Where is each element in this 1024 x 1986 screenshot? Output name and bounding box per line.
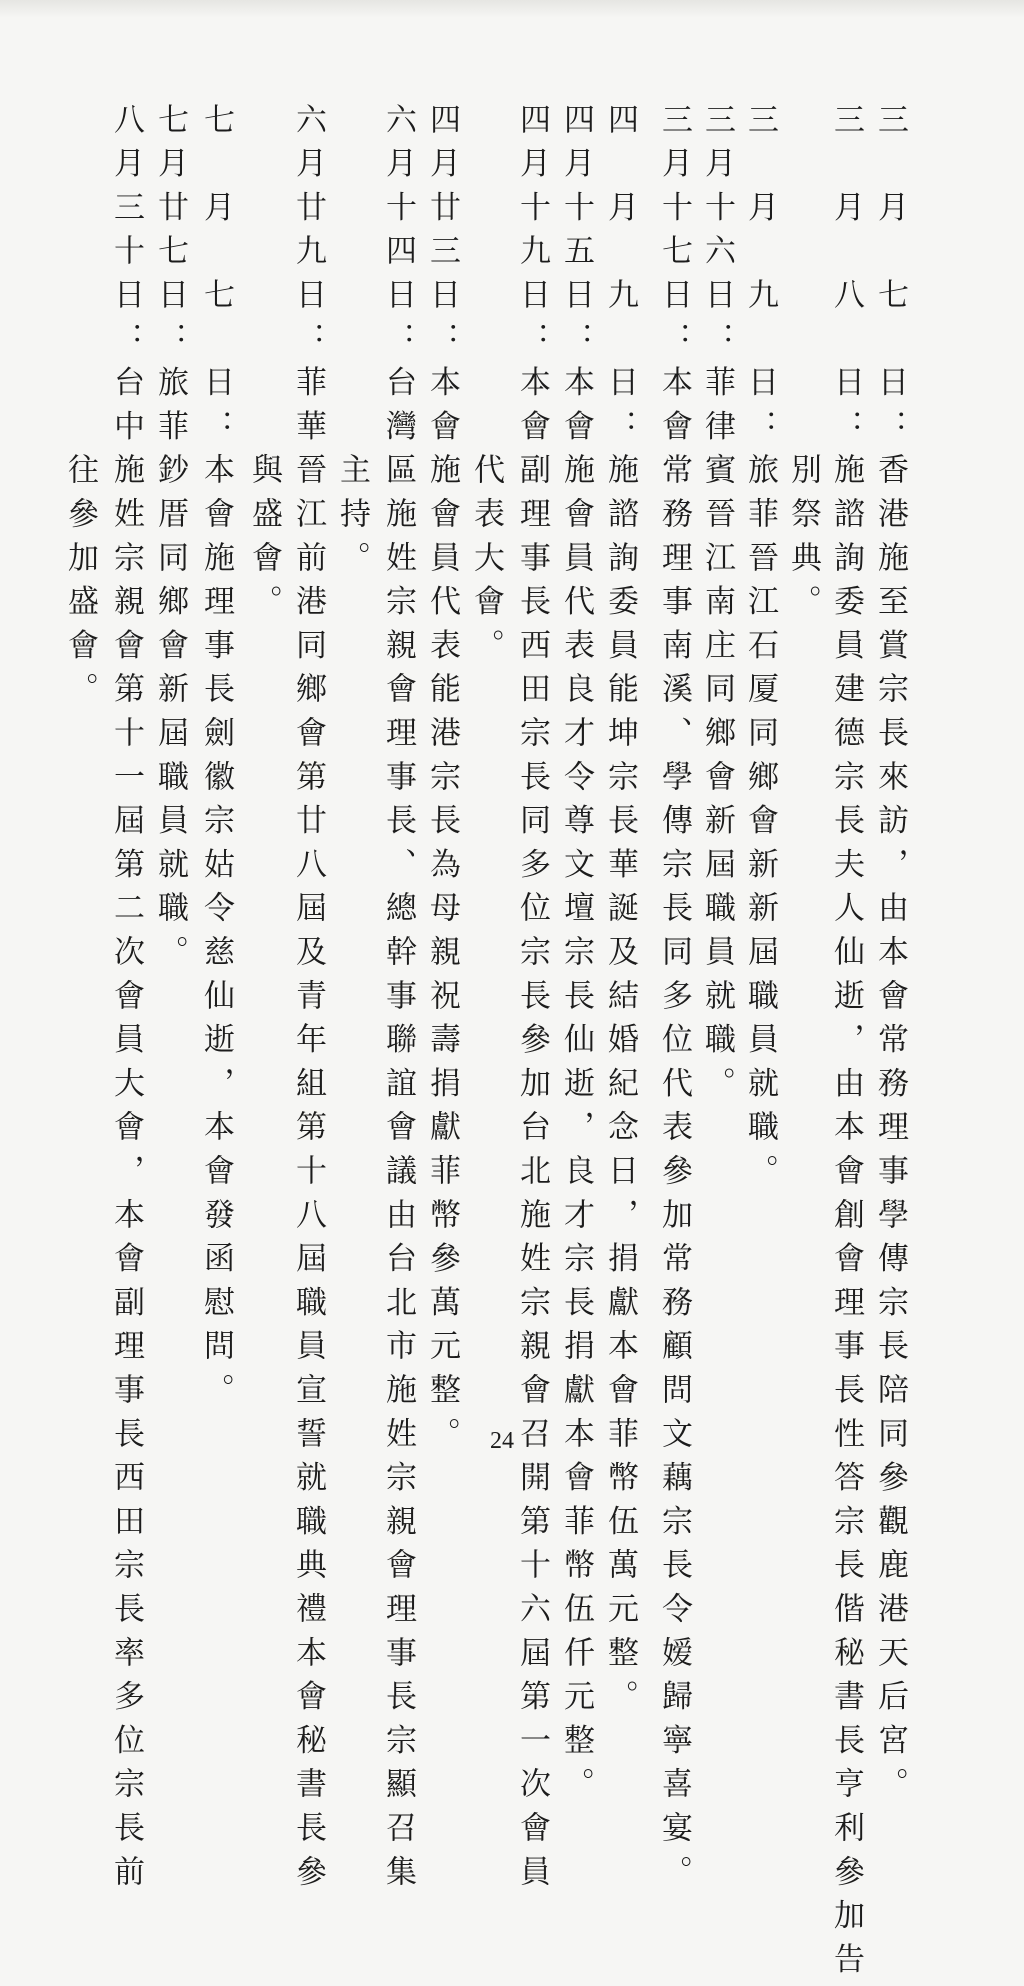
entry-jun-29-continued: 與盛會。: [246, 103, 282, 629]
entry-aug-30: 八月三十日：台中施姓宗親會第十一屆第二次會員大會，本會副理事長西田宗長率多位宗長前: [108, 103, 144, 1899]
entry-jun-29: 六月廿九日：菲華晉江前港同鄉會第廿八屆及青年組第十八屆職員宣誓就職典禮本會秘書長參: [290, 103, 326, 1899]
entry-mar-17: 三月十七日：本會常務理事南溪、學傳宗長同多位代表參加常務顧問文藕宗長令嫒歸寧喜宴。: [656, 103, 692, 1899]
entry-apr-19-continued: 代表大會。: [468, 103, 504, 673]
entry-apr-15: 四月十五日：本會施會員代表良才令尊文壇宗長仙逝，良才宗長捐獻本會菲幣伍仟元整。: [558, 103, 594, 1812]
entry-apr-23: 四月廿三日：本會施會員代表能港宗長為母親祝壽捐獻菲幣參萬元整。: [424, 103, 460, 1461]
entry-mar-08: 三 月 八 日：施諮詢委員建德宗長夫人仙逝，由本會創會理事長性答宗長偕秘書長亨利參加告: [828, 103, 864, 1986]
entry-jun-14-continued: 主持。: [334, 103, 370, 585]
entry-jun-14: 六月十四日：台灣區施姓宗親會理事長、總幹事聯誼會議由台北市施姓宗親會理事長宗顯召集: [380, 103, 416, 1899]
entry-jul-27: 七月廿七日：旅菲鈔厝同鄉會新屆職員就職。: [152, 103, 188, 979]
entry-aug-30-continued: 往參加盛會。: [62, 103, 98, 717]
entry-jul-07: 七 月 七 日：本會施理事長劍徽宗姑令慈仙逝，本會發函慰問。: [198, 103, 234, 1417]
entry-mar-16: 三月十六日：菲律賓晉江南庄同鄉會新屆職員就職。: [699, 103, 735, 1111]
entry-mar-08-continued: 別祭典。: [785, 103, 821, 629]
entry-apr-09: 四 月 九 日：施諮詢委員能坤宗長華誕及結婚紀念日，捐獻本會菲幣伍萬元整。: [602, 103, 638, 1724]
page-number: 24: [490, 1428, 514, 1454]
entry-apr-19: 四月十九日：本會副理事長西田宗長同多位宗長參加台北施姓宗親會召開第十六屆第一次會員: [514, 103, 550, 1899]
entry-mar-07: 三 月 七 日：香港施至賞宗長來訪，由本會常務理事學傳宗長陪同參觀鹿港天后宮。: [872, 103, 908, 1812]
entry-mar-09: 三 月 九 日：旅菲晉江石厦同鄉會新新屆職員就職。: [742, 103, 778, 1198]
